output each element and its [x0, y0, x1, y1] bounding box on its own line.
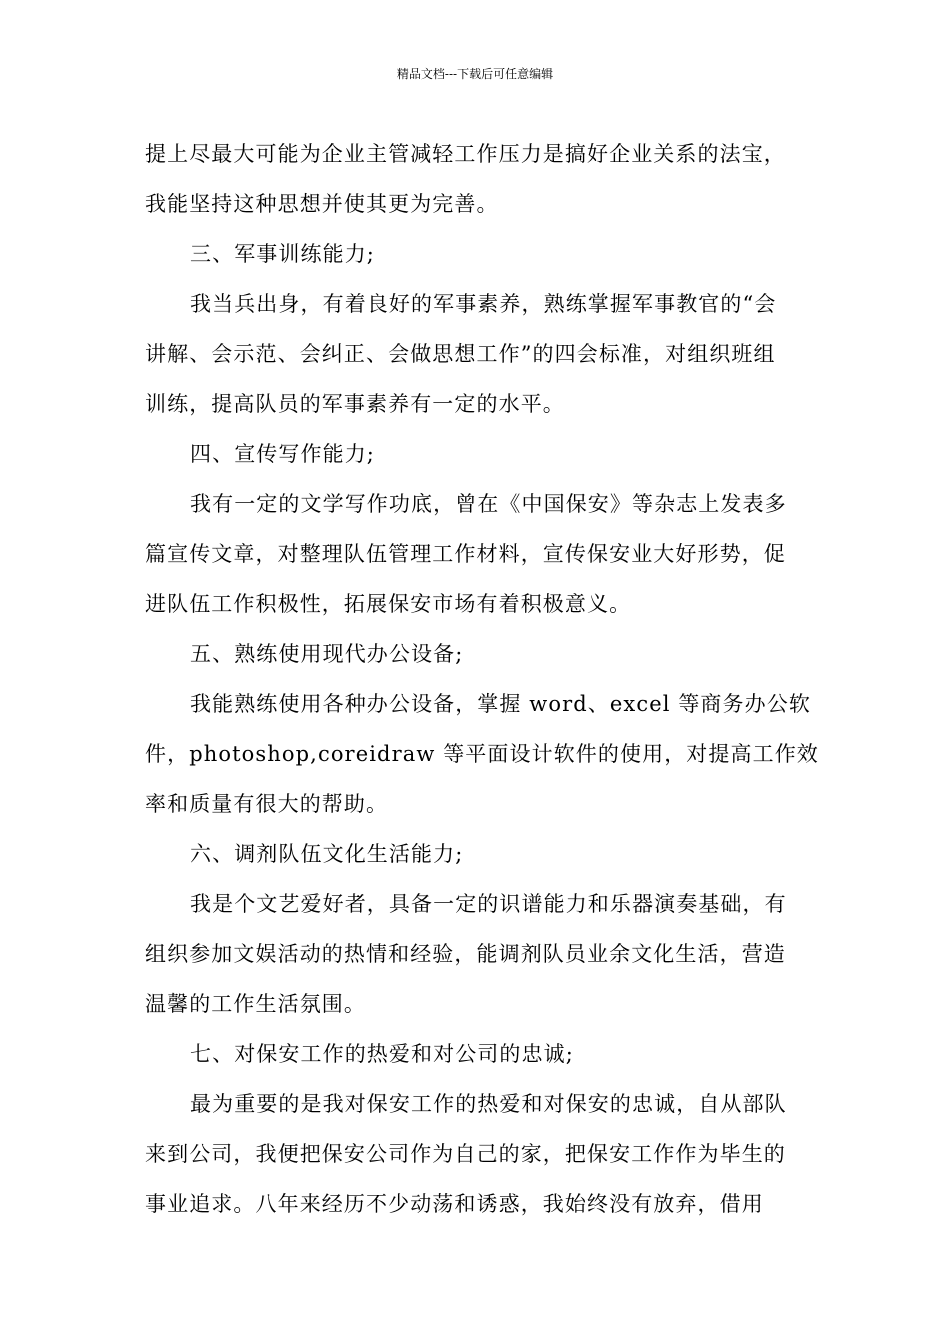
body-line: 提上尽最大可能为企业主管减轻工作压力是搞好企业关系的法宝， — [145, 142, 786, 166]
body-line: 篇宣传文章，对整理队伍管理工作材料，宣传保安业大好形势，促 — [145, 542, 786, 566]
document-body — [145, 129, 819, 1229]
body-line: 进队伍工作积极性，拓展保安市场有着积极意义。 — [145, 592, 632, 616]
body-line: 我能坚持这种思想并使其更为完善。 — [145, 192, 499, 216]
section-heading: 四、宣传写作能力; — [190, 442, 375, 466]
body-line: 讲解、会示范、会纠正、会做思想工作”的四会标准，对组织班组 — [145, 342, 776, 366]
body-line: 我是个文艺爱好者，具备一定的识谱能力和乐器演奏基础，有 — [190, 892, 787, 916]
section-heading: 七、对保安工作的热爱和对公司的忠诚; — [190, 1042, 574, 1066]
body-line: 件，photoshop,coreidraw 等平面设计软件的使用，对提高工作效 — [145, 742, 819, 766]
body-line: 我有一定的文学写作功底，曾在《中国保安》等杂志上发表多 — [190, 492, 787, 516]
section-heading: 五、熟练使用现代办公设备; — [190, 642, 464, 666]
body-line: 我当兵出身，有着良好的军事素养，熟练掌握军事教官的“会 — [190, 292, 777, 316]
body-line: 最为重要的是我对保安工作的热爱和对保安的忠诚，自从部队 — [190, 1092, 787, 1116]
body-line: 事业追求。八年来经历不少动荡和诱惑，我始终没有放弃，借用 — [145, 1192, 764, 1216]
body-line: 训练，提高队员的军事素养有一定的水平。 — [145, 392, 565, 416]
body-line: 温馨的工作生活氛围。 — [145, 992, 366, 1016]
body-line: 来到公司，我便把保安公司作为自己的家，把保安工作作为毕生的 — [145, 1142, 786, 1166]
section-heading: 六、调剂队伍文化生活能力; — [190, 842, 464, 866]
page-header: 精品文档---下载后可任意编辑 — [396, 67, 554, 81]
section-heading: 三、军事训练能力; — [190, 242, 375, 266]
body-line: 组织参加文娱活动的热情和经验，能调剂队员业余文化生活，营造 — [145, 942, 786, 966]
body-line: 率和质量有很大的帮助。 — [145, 792, 389, 816]
body-line: 我能熟练使用各种办公设备，掌握 word、excel 等商务办公软 — [190, 692, 811, 716]
